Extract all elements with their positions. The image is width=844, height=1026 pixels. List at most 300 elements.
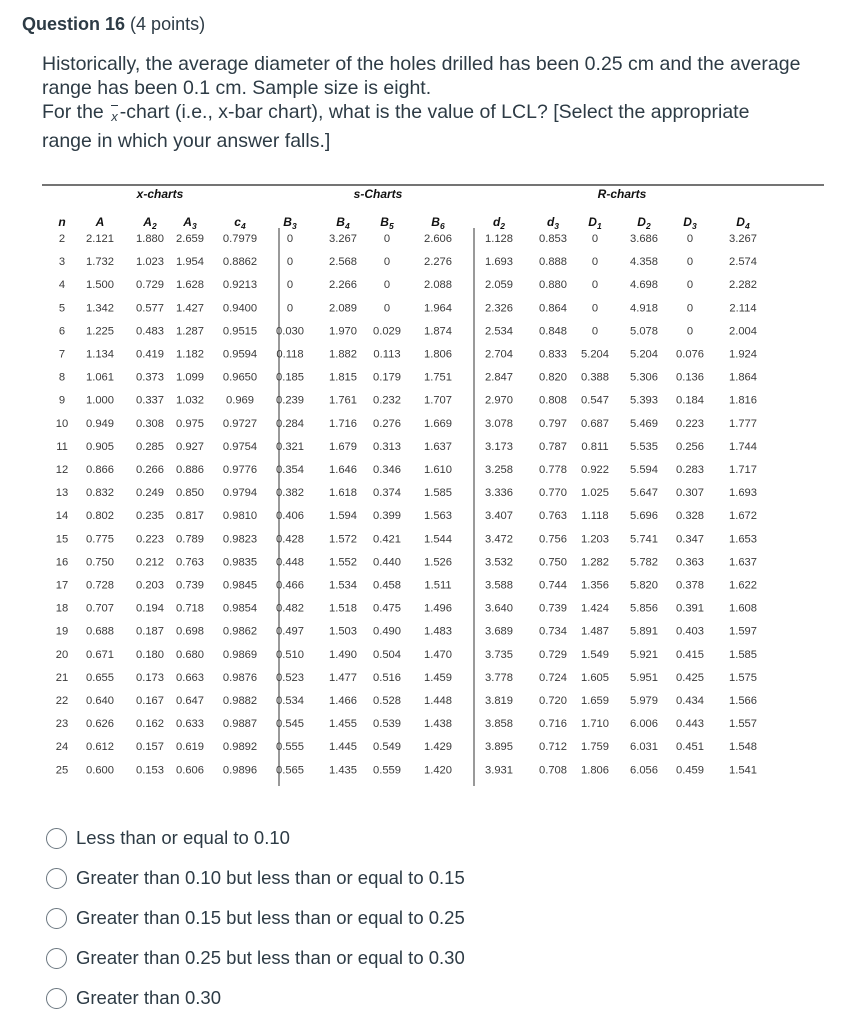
table-cell: 1.544 [424, 533, 452, 546]
table-cell: 0.428 [276, 533, 304, 546]
table-cell: 0.626 [86, 718, 114, 731]
table-cell: 0.680 [176, 648, 204, 661]
table-cell: 5.820 [630, 579, 658, 592]
table-cell: 0.419 [136, 348, 164, 361]
table-cell: 2.568 [329, 256, 357, 269]
table-cell: 0 [686, 325, 694, 338]
table-cell: 0.391 [676, 602, 704, 615]
question-line-2-before: For the [42, 101, 110, 123]
table-cell: 1.448 [424, 695, 452, 707]
table-cell: 0.328 [676, 510, 704, 523]
table-cell: 5.204 [581, 348, 609, 361]
option-label: Greater than 0.10 but less than or equal to 0.15 [76, 867, 465, 888]
table-cell: 0.458 [373, 579, 401, 592]
table-cell: 0.466 [276, 579, 304, 592]
table-cell: 0.811 [581, 440, 609, 453]
table-cell: 0.888 [539, 256, 567, 269]
table-cell: 0.313 [373, 440, 401, 453]
table-cell: 18 [55, 602, 69, 615]
table-cell: 0.239 [276, 394, 304, 407]
column-header-n: n [58, 215, 66, 229]
table-cell: 2.326 [485, 302, 513, 315]
table-cell: 0.284 [276, 417, 304, 430]
column-header-A2: $A_2$ [143, 215, 157, 231]
table-cell: 0.363 [676, 556, 704, 569]
control-chart-factors-table [42, 182, 824, 790]
table-cell: 8 [58, 371, 66, 384]
table-cell: 0 [286, 302, 294, 315]
table-cell: 0.523 [276, 671, 304, 684]
table-cell: 25 [55, 764, 69, 777]
table-cell: 1.548 [729, 741, 757, 754]
table-cell: 0.266 [136, 464, 164, 476]
table-cell: 5.393 [630, 394, 658, 407]
table-cell: 0.763 [539, 510, 567, 523]
table-cell: 0.724 [539, 671, 567, 684]
table-cell: 0.671 [86, 648, 114, 661]
group-title-2: R-charts [597, 187, 647, 201]
table-cell: 0.770 [539, 487, 567, 500]
table-cell: 0.687 [581, 417, 609, 430]
radio-button[interactable] [46, 868, 67, 889]
table-cell: 0.739 [176, 579, 204, 592]
table-cell: 0.212 [136, 556, 164, 569]
table-cell: 0.606 [176, 764, 204, 777]
table-cell: 1.610 [424, 464, 452, 476]
table-cell: 0.9776 [222, 464, 258, 476]
table-cell: 5.594 [630, 464, 658, 476]
table-cell: 1.880 [136, 233, 164, 245]
option-2[interactable] [46, 858, 465, 898]
table-cell: 0.382 [276, 487, 304, 500]
question-number: Question 16 [22, 14, 126, 34]
table-cell: 0.555 [276, 741, 304, 754]
table-cell: 0.9887 [222, 718, 258, 731]
table-cell: 1.429 [424, 741, 452, 754]
table-cell: 1.420 [424, 764, 452, 777]
table-cell: 0 [383, 256, 391, 269]
table-cell: 5.469 [630, 417, 658, 430]
table-cell: 2.004 [729, 325, 757, 338]
table-cell: 0.707 [86, 602, 114, 615]
question-line-2-after: -chart (i.e., x-bar chart), what is the value of LCL? [Select the appropriate range in which your answer falls.] [42, 101, 750, 152]
table-cell: 1.732 [86, 256, 114, 269]
table-cell: 1.864 [729, 371, 757, 384]
table-cell: 0 [686, 302, 694, 315]
table-cell: 13 [55, 487, 69, 500]
table-cell: 0.647 [176, 695, 204, 707]
table-cell: 0.162 [136, 718, 164, 731]
radio-button[interactable] [46, 948, 67, 969]
table-cell: 0.565 [276, 764, 304, 777]
group-title-1: s-Charts [353, 187, 403, 201]
table-cell: 0.249 [136, 487, 164, 500]
table-cell: 0.832 [86, 487, 114, 500]
table-cell: 1.134 [86, 348, 114, 361]
table-cell: 1.618 [329, 487, 357, 500]
table-cell: 0.619 [176, 741, 204, 754]
column-header-D3: $D_3$ [683, 215, 697, 231]
table-cell: 0.886 [176, 464, 204, 476]
table-cell: 0.9823 [222, 533, 258, 546]
table-cell: 1.099 [176, 371, 204, 384]
table-cell: 3.258 [485, 464, 513, 476]
table-cell: 0.504 [373, 648, 401, 661]
column-header-D2: $D_2$ [637, 215, 651, 231]
table-cell: 1.459 [424, 671, 452, 684]
table-cell: 0.440 [373, 556, 401, 569]
table-cell: 0.864 [539, 302, 567, 315]
table-cell: 3.267 [329, 233, 357, 245]
table-cell: 0.415 [676, 648, 704, 661]
table-cell: 5.078 [630, 325, 658, 338]
table-cell: 0 [383, 302, 391, 315]
table-cell: 0.927 [176, 440, 204, 453]
table-cell: 0.775 [86, 533, 114, 546]
table-cell: 2.276 [424, 256, 452, 269]
factor-table-svg [42, 182, 824, 790]
table-cell: 0.9862 [222, 625, 258, 638]
table-cell: 1.964 [424, 302, 452, 315]
table-cell: 1.806 [581, 764, 609, 777]
table-cell: 0.029 [373, 325, 401, 338]
radio-button[interactable] [46, 988, 67, 1009]
table-cell: 0.118 [276, 348, 304, 361]
table-cell: 1.000 [86, 394, 114, 407]
table-cell: 0.136 [676, 371, 704, 384]
table-cell: 23 [55, 718, 69, 731]
table-cell: 0.739 [539, 602, 567, 615]
table-cell: 3.689 [485, 625, 513, 638]
table-cell: 0.153 [136, 764, 164, 777]
table-cell: 1.526 [424, 556, 452, 569]
table-cell: 5.204 [630, 348, 658, 361]
question-points: (4 points) [130, 14, 206, 34]
table-cell: 1.356 [581, 579, 609, 592]
table-cell: 0 [286, 256, 294, 269]
table-cell: 0.9594 [222, 348, 258, 361]
table-cell: 4.358 [630, 256, 658, 269]
table-cell: 0.475 [373, 602, 401, 615]
table-cell: 1.435 [329, 764, 357, 777]
table-cell: 0.577 [136, 302, 164, 315]
table-cell: 0 [591, 279, 599, 292]
table-cell: 0.157 [136, 741, 164, 754]
table-cell: 0.434 [676, 695, 704, 707]
table-cell: 0.9754 [222, 440, 258, 453]
table-cell: 1.597 [729, 625, 757, 638]
table-cell: 0.559 [373, 764, 401, 777]
option-label: Greater than 0.25 but less than or equal to 0.30 [76, 947, 465, 968]
table-cell: 5.951 [630, 671, 658, 684]
table-cell: 0.223 [136, 533, 164, 546]
table-cell: 0 [591, 256, 599, 269]
table-cell: 5.306 [630, 371, 658, 384]
table-cell: 5.741 [630, 533, 658, 546]
table-cell: 1.585 [424, 487, 452, 500]
table-cell: 0.307 [676, 487, 704, 500]
table-cell: 1.282 [581, 556, 609, 569]
table-cell: 6 [58, 325, 66, 338]
table-cell: 0.9515 [222, 325, 258, 338]
table-cell: 0.173 [136, 671, 164, 684]
column-header-D4: $D_4$ [736, 215, 750, 231]
table-cell: 0.482 [276, 602, 304, 615]
table-cell: 2.114 [729, 302, 757, 315]
table-cell: 1.806 [424, 348, 452, 361]
table-cell: 1.608 [729, 602, 757, 615]
table-cell: 0.337 [136, 394, 164, 407]
table-cell: 1.342 [86, 302, 114, 315]
table-cell: 0.8862 [222, 256, 258, 269]
table-cell: 1.816 [729, 394, 757, 407]
table-cell: 4.698 [630, 279, 658, 292]
table-cell: 3.686 [630, 233, 658, 245]
table-cell: 4.918 [630, 302, 658, 315]
table-cell: 1.487 [581, 625, 609, 638]
table-cell: 3.336 [485, 487, 513, 500]
column-header-c4: $c_4$ [234, 215, 246, 231]
table-cell: 1.646 [329, 464, 357, 476]
table-cell: 0.688 [86, 625, 114, 638]
table-cell: 20 [55, 648, 69, 661]
table-cell: 0.9892 [222, 741, 258, 754]
table-cell: 1.563 [424, 510, 452, 523]
table-cell: 1.954 [176, 256, 204, 269]
table-cell: 0.9835 [222, 556, 258, 569]
option-5[interactable] [46, 978, 465, 1018]
option-label: Less than or equal to 0.10 [76, 827, 290, 848]
table-cell: 0 [686, 233, 694, 245]
table-cell: 0.808 [539, 394, 567, 407]
table-cell: 0.708 [539, 764, 567, 777]
table-cell: 1.970 [329, 325, 357, 338]
table-cell: 0.633 [176, 718, 204, 731]
table-cell: 0.421 [373, 533, 401, 546]
table-cell: 0.9876 [222, 671, 258, 684]
table-cell: 1.882 [329, 348, 357, 361]
table-cell: 0.850 [176, 487, 204, 500]
column-header-A3: $A_3$ [183, 215, 197, 231]
table-cell: 1.759 [581, 741, 609, 754]
radio-button[interactable] [46, 828, 67, 849]
table-cell: 0.510 [276, 648, 304, 661]
table-cell: 0.547 [581, 394, 609, 407]
table-cell: 3.588 [485, 579, 513, 592]
table-cell: 3.407 [485, 510, 513, 523]
table-cell: 0.9845 [222, 579, 258, 592]
table-cell: 3.267 [729, 233, 757, 245]
column-header-D1: $D_1$ [588, 215, 602, 231]
table-cell: 3.532 [485, 556, 513, 569]
table-cell: 0.756 [539, 533, 567, 546]
table-cell: 0.866 [86, 464, 114, 476]
table-cell: 1.455 [329, 718, 357, 731]
table-cell: 1.182 [176, 348, 204, 361]
table-cell: 0.539 [373, 718, 401, 731]
table-cell: 0 [383, 279, 391, 292]
table-cell: 1.679 [329, 440, 357, 453]
table-cell: 2.282 [729, 279, 757, 292]
table-cell: 1.628 [176, 279, 204, 292]
table-cell: 15 [55, 533, 69, 546]
table-cell: 0.545 [276, 718, 304, 731]
table-cell: 0.179 [373, 371, 401, 384]
table-cell: 0.744 [539, 579, 567, 592]
table-cell: 1.477 [329, 671, 357, 684]
table-cell: 0.9882 [222, 695, 258, 707]
table-cell: 1.707 [424, 394, 452, 407]
table-cell: 0.406 [276, 510, 304, 523]
table-cell: 1.438 [424, 718, 452, 731]
table-cell: 1.483 [424, 625, 452, 638]
table-cell: 2.121 [86, 233, 114, 245]
table-cell: 0.528 [373, 695, 401, 707]
table-cell: 1.541 [729, 764, 757, 777]
table-cell: 1.637 [729, 556, 757, 569]
table-cell: 1.023 [136, 256, 164, 269]
table-cell: 0.820 [539, 371, 567, 384]
option-label: Greater than 0.15 but less than or equal to 0.25 [76, 907, 465, 928]
table-cell: 1.032 [176, 394, 204, 407]
column-header-d2: $d_2$ [492, 215, 506, 231]
table-cell: 0.612 [86, 741, 114, 754]
table-cell: 0.459 [676, 764, 704, 777]
table-cell: 0.880 [539, 279, 567, 292]
table-cell: 0.9896 [222, 764, 258, 777]
table-cell: 17 [55, 579, 69, 592]
table-cell: 0.712 [539, 741, 567, 754]
table-cell: 0.734 [539, 625, 567, 638]
table-cell: 0.9854 [222, 602, 258, 615]
table-cell: 1.924 [729, 348, 757, 361]
table-cell: 0.549 [373, 741, 401, 754]
table-cell: 0.378 [676, 579, 704, 592]
table-cell: 1.585 [729, 648, 757, 661]
table-cell: 2.704 [485, 348, 513, 361]
table-cell: 0.113 [373, 348, 401, 361]
table-cell: 1.552 [329, 556, 357, 569]
table-cell: 3.819 [485, 695, 513, 707]
table-cell: 0.718 [176, 602, 204, 615]
table-cell: 1.605 [581, 671, 609, 684]
table-cell: 1.717 [729, 464, 757, 476]
table-cell: 1.575 [729, 671, 757, 684]
table-cell: 0.076 [676, 348, 704, 361]
table-cell: 1.659 [581, 695, 609, 707]
table-cell: 0.184 [676, 394, 704, 407]
table-cell: 0.969 [226, 394, 254, 407]
table-cell: 0.853 [539, 233, 567, 245]
table-cell: 2.088 [424, 279, 452, 292]
table-cell: 1.490 [329, 648, 357, 661]
table-cell: 1.874 [424, 325, 452, 338]
table-cell: 0.750 [539, 556, 567, 569]
table-cell: 0.750 [86, 556, 114, 569]
table-cell: 0.817 [176, 510, 204, 523]
table-cell: 10 [55, 417, 69, 430]
table-cell: 0.763 [176, 556, 204, 569]
table-cell: 0.848 [539, 325, 567, 338]
table-cell: 0.256 [676, 440, 704, 453]
column-header-B4: $B_4$ [336, 215, 350, 231]
table-cell: 3.472 [485, 533, 513, 546]
table-cell: 0.203 [136, 579, 164, 592]
table-cell: 0.7979 [222, 233, 258, 245]
option-3[interactable] [46, 898, 465, 938]
table-cell: 14 [55, 510, 69, 523]
option-4[interactable] [46, 938, 465, 978]
table-cell: 2.059 [485, 279, 513, 292]
radio-button[interactable] [46, 908, 67, 929]
table-cell: 1.466 [329, 695, 357, 707]
question-text [42, 52, 802, 153]
answer-options [46, 818, 465, 1018]
table-cell: 0.905 [86, 440, 114, 453]
table-cell: 7 [58, 348, 66, 361]
table-cell: 1.445 [329, 741, 357, 754]
table-cell: 0.223 [676, 417, 704, 430]
table-cell: 0.167 [136, 695, 164, 707]
table-cell: 0 [286, 233, 294, 245]
table-cell: 1.427 [176, 302, 204, 315]
table-cell: 0.833 [539, 348, 567, 361]
table-cell: 0.516 [373, 671, 401, 684]
table-cell: 5.696 [630, 510, 658, 523]
table-cell: 1.693 [485, 256, 513, 269]
table-cell: 1.777 [729, 417, 757, 430]
table-cell: 5.647 [630, 487, 658, 500]
table-cell: 0.778 [539, 464, 567, 476]
table-cell: 0.354 [276, 464, 304, 476]
table-cell: 3.858 [485, 718, 513, 731]
table-cell: 0.497 [276, 625, 304, 638]
table-cell: 0.373 [136, 371, 164, 384]
table-cell: 1.061 [86, 371, 114, 384]
table-cell: 3.778 [485, 671, 513, 684]
table-cell: 1.225 [86, 325, 114, 338]
table-cell: 2 [58, 233, 66, 245]
table-cell: 0.346 [373, 464, 401, 476]
table-cell: 0.9650 [222, 371, 258, 384]
table-cell: 1.693 [729, 487, 757, 500]
table-cell: 1.470 [424, 648, 452, 661]
table-cell: 0.194 [136, 602, 164, 615]
table-cell: 3.078 [485, 417, 513, 430]
table-cell: 0.425 [676, 671, 704, 684]
table-cell: 5 [58, 302, 66, 315]
column-header-A: A [95, 215, 105, 229]
table-cell: 0.185 [276, 371, 304, 384]
table-cell: 0.451 [676, 741, 704, 754]
table-cell: 2.847 [485, 371, 513, 384]
table-cell: 16 [55, 556, 69, 569]
table-cell: 0.9727 [222, 417, 258, 430]
table-cell: 0.729 [136, 279, 164, 292]
table-cell: 0.720 [539, 695, 567, 707]
table-cell: 6.056 [630, 764, 658, 777]
table-cell: 0 [591, 233, 599, 245]
option-1[interactable] [46, 818, 465, 858]
table-cell: 1.549 [581, 648, 609, 661]
table-cell: 1.534 [329, 579, 357, 592]
table-cell: 1.751 [424, 371, 452, 384]
column-header-B6: $B_6$ [431, 215, 445, 231]
table-cell: 0.600 [86, 764, 114, 777]
table-cell: 0.374 [373, 487, 401, 500]
table-cell: 1.511 [424, 579, 452, 592]
table-cell: 0.347 [676, 533, 704, 546]
